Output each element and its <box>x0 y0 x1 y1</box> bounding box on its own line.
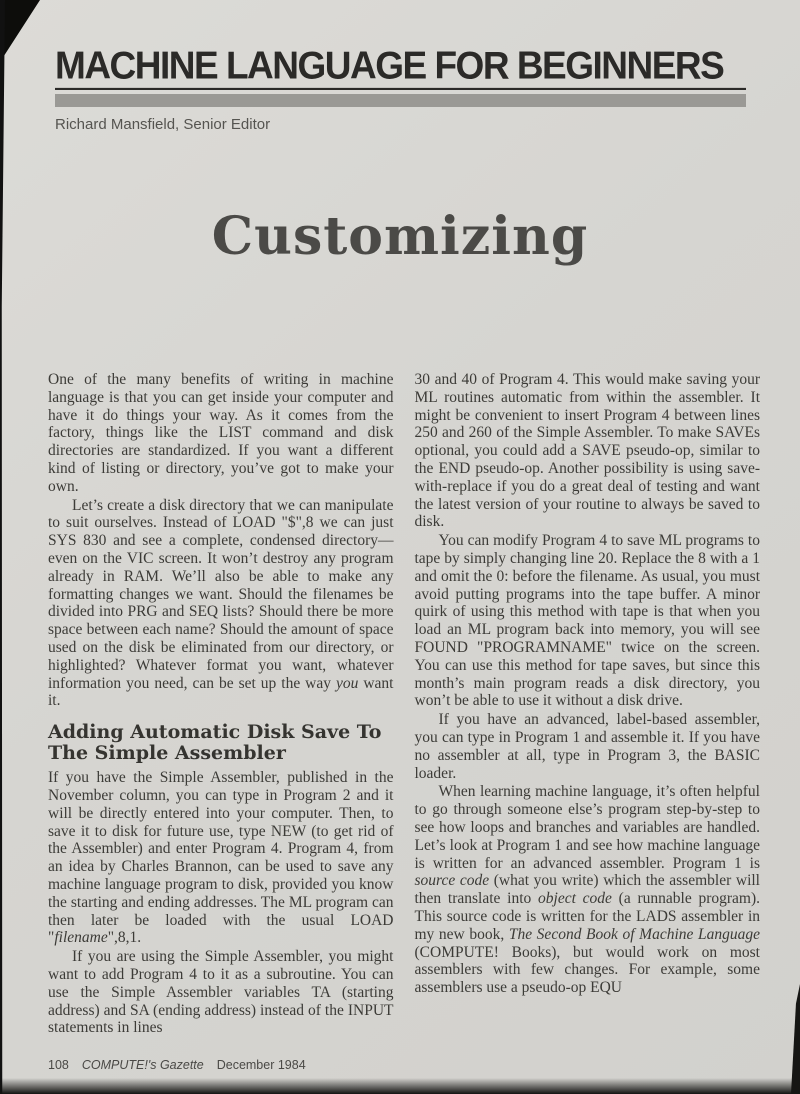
body-text: If you have an advanced, label-based assembler, you can type in Program 1 and assemble it. If you have no assembler at all, type in Program 3, the BASIC loader. <box>414 711 760 782</box>
page-number: 108 <box>48 1058 69 1072</box>
italic-text: filename <box>54 929 108 947</box>
body-text: If you are using the Simple Assembler, you might want to add Program 4 to it as a subroutine. You can use the Simple Assembler variables TA (starting address) and SA (ending address) instead of the INPUT statements in lines <box>48 948 394 1037</box>
body-text: want it. <box>48 674 394 710</box>
scan-left-edge-artifact <box>0 0 5 1094</box>
body-text: (a runnable program). This source code is written for the LADS assembler in my new book, <box>414 890 760 943</box>
magazine-name: COMPUTE!'s Gazette <box>81 1058 204 1072</box>
page-footer <box>48 1058 306 1072</box>
column-header <box>55 43 746 133</box>
column-title: MACHINE LANGUAGE FOR BEGINNERS <box>55 45 746 90</box>
paragraph <box>415 532 761 710</box>
paragraph <box>415 371 761 531</box>
body-text: You can modify Program 4 to save ML programs to tape by simply changing line 20. Replace the 8 with a 1 and omit the 0: before the filename. As usual, you must avoid putting programs into the tape buffer. A minor quirk of using this method with tape is that when you load an ML program back into memory, you will see FOUND "PROGRAMNAME" twice on the screen. You can use this method for tape saves, but since this month’s main program reads a disk directory, you won’t be able to use it without a disk drive. <box>414 532 760 710</box>
article-body <box>48 371 760 1037</box>
body-text: (COMPUTE! Books), but would work on most assemblers with few changes. For example, some assemblers use a pseudo-op EQU <box>414 943 760 997</box>
scan-right-edge-artifact <box>791 984 800 1094</box>
italic-text: you <box>335 674 359 692</box>
paragraph <box>48 948 394 1037</box>
paragraph <box>415 783 761 997</box>
paragraph <box>48 497 394 711</box>
scan-bottom-edge-artifact <box>0 1078 800 1094</box>
body-text: When learning machine language, it’s often helpful to go through someone else’s program step-by-step to see how loops and branches and variables are handled. Let’s look at Program 1 and see how machine language is written for an advanced assembler. Program 1 is <box>414 783 760 872</box>
paragraph <box>415 711 761 782</box>
italic-text: The Second Book of Machine Language <box>508 925 760 943</box>
section-heading: Adding Automatic Disk Save To The Simple Assembler <box>48 721 382 765</box>
issue-date: December 1984 <box>216 1058 306 1072</box>
right-column <box>415 371 761 1037</box>
italic-text: object code <box>538 890 612 908</box>
body-text: 30 and 40 of Program 4. This would make saving your ML routines automatic from within the assembler. It might be convenient to insert Program 4 between lines 250 and 260 of the Simple Assembler. To make SAVEs optional, you could add a SAVE pseudo-op, similar to the END pseudo-op. Another possibility is using save-with-replace if you do a great deal of testing and want the latest version of your routine to always be saved to disk. <box>414 371 760 531</box>
paragraph <box>48 371 394 496</box>
body-text: If you have the Simple Assembler, published in the November column, you can type in Program 2 and it will be directly entered into your computer. Then, to save it to disk for future use, type NEW (to get rid of the Assembler) and enter Program 4. Program 4, from an idea by Charles Brannon, can be used to save any machine language program to disk, provided you know the starting and ending addresses. The ML program can then later be loaded with the usual LOAD " <box>48 769 394 947</box>
left-column <box>48 371 394 1037</box>
italic-text: source code <box>414 872 490 890</box>
byline: Richard Mansfield, Senior Editor <box>55 116 271 133</box>
paragraph <box>48 769 394 947</box>
body-text: ",8,1. <box>107 929 142 947</box>
body-text: One of the many benefits of writing in machine language is that you can get inside your computer and have it do things your way. As it comes from the factory, things like the LIST command and disk directories are standardized. If you want a different kind of listing or directory, you’ve got to make your own. <box>48 371 394 495</box>
body-text: Let’s create a disk directory that we can manipulate to suit ourselves. Instead of LOAD "$",8 we can just SYS 830 and see a complete, condensed directory—even on the VIC screen. It won’t destroy any program already in RAM. We’ll also be able to make any formatting changes we want. Should the filenames be divided into PRG and SEQ lists? Should there be more space between each name? Should the amount of space used on the disk be eliminated from our directory, or highlighted? Whatever format you want, whatever information you need, can be set up the way <box>48 496 394 692</box>
body-text: (what you write) which the assembler will then translate into <box>414 872 760 908</box>
header-rule-bar <box>55 94 746 107</box>
article-title: Customizing <box>211 206 589 267</box>
scan-corner-artifact <box>0 0 40 62</box>
